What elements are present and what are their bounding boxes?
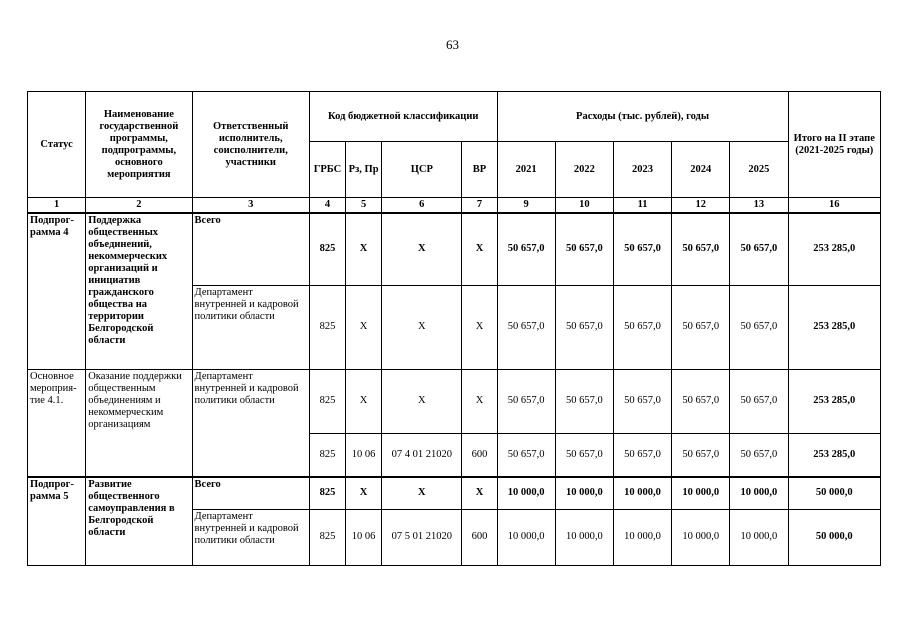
value-2024-cell: 10 000,0 <box>672 477 730 509</box>
value-2023-cell: 10 000,0 <box>613 477 671 509</box>
csr-cell: Х <box>382 285 462 369</box>
header-rz-pr: Рз, Пр <box>346 142 382 198</box>
value-2021-cell: 50 657,0 <box>497 213 555 285</box>
responsible-cell: Департамент внутренней и кадровой политики области <box>192 369 309 477</box>
header-total: Итого на II этапе (2021-2025 годы) <box>788 92 880 198</box>
rz-pr-cell: 10 06 <box>346 433 382 477</box>
status-cell: Подпрог-рамма 5 <box>28 477 86 565</box>
total-cell: 50 000,0 <box>788 477 880 509</box>
vr-cell: 600 <box>462 433 497 477</box>
header-expenses: Расходы (тыс. рублей), годы <box>497 92 788 142</box>
total-cell: 253 285,0 <box>788 369 880 433</box>
vr-cell: Х <box>462 285 497 369</box>
value-2024-cell: 50 657,0 <box>672 213 730 285</box>
budget-table <box>27 91 881 566</box>
grbs-cell: 825 <box>309 213 345 285</box>
col-number: 7 <box>462 198 497 214</box>
table-row <box>28 369 881 433</box>
header-responsible: Ответственный исполнитель, соисполнители, участники <box>192 92 309 198</box>
header-year-2025: 2025 <box>730 142 788 198</box>
vr-cell: Х <box>462 369 497 433</box>
value-2023-cell: 50 657,0 <box>613 285 671 369</box>
status-cell: Подпрог-рамма 4 <box>28 213 86 369</box>
table-row <box>28 213 881 285</box>
grbs-cell: 825 <box>309 369 345 433</box>
col-number: 12 <box>672 198 730 214</box>
value-2022-cell: 10 000,0 <box>555 509 613 565</box>
value-2023-cell: 10 000,0 <box>613 509 671 565</box>
value-2025-cell: 50 657,0 <box>730 369 788 433</box>
header-budget-code: Код бюджетной классификации <box>309 92 497 142</box>
program-name-cell: Развитие общественного самоуправления в Белгородской области <box>86 477 192 565</box>
header-grbs: ГРБС <box>309 142 345 198</box>
grbs-cell: 825 <box>309 477 345 509</box>
col-number: 11 <box>613 198 671 214</box>
program-name-cell: Оказание поддержки общественным объединениям и некоммерческим организациям <box>86 369 192 477</box>
column-number-row <box>28 198 881 214</box>
vr-cell: Х <box>462 477 497 509</box>
col-number: 5 <box>346 198 382 214</box>
responsible-cell: Всего <box>192 477 309 509</box>
total-cell: 253 285,0 <box>788 433 880 477</box>
responsible-cell: Департамент внутренней и кадровой политики области <box>192 509 309 565</box>
value-2025-cell: 50 657,0 <box>730 213 788 285</box>
value-2022-cell: 50 657,0 <box>555 369 613 433</box>
value-2022-cell: 50 657,0 <box>555 285 613 369</box>
rz-pr-cell: Х <box>346 285 382 369</box>
csr-cell: Х <box>382 477 462 509</box>
value-2025-cell: 10 000,0 <box>730 477 788 509</box>
col-number: 1 <box>28 198 86 214</box>
value-2024-cell: 10 000,0 <box>672 509 730 565</box>
header-year-2023: 2023 <box>613 142 671 198</box>
vr-cell: Х <box>462 213 497 285</box>
rz-pr-cell: Х <box>346 213 382 285</box>
value-2021-cell: 10 000,0 <box>497 509 555 565</box>
value-2025-cell: 50 657,0 <box>730 285 788 369</box>
value-2021-cell: 50 657,0 <box>497 433 555 477</box>
value-2023-cell: 50 657,0 <box>613 213 671 285</box>
grbs-cell: 825 <box>309 509 345 565</box>
header-csr: ЦСР <box>382 142 462 198</box>
header-status: Статус <box>28 92 86 198</box>
value-2023-cell: 50 657,0 <box>613 433 671 477</box>
value-2022-cell: 50 657,0 <box>555 433 613 477</box>
csr-cell: Х <box>382 369 462 433</box>
total-cell: 253 285,0 <box>788 285 880 369</box>
total-cell: 50 000,0 <box>788 509 880 565</box>
rz-pr-cell: Х <box>346 477 382 509</box>
value-2025-cell: 10 000,0 <box>730 509 788 565</box>
header-year-2021: 2021 <box>497 142 555 198</box>
rz-pr-cell: 10 06 <box>346 509 382 565</box>
header-vr: ВР <box>462 142 497 198</box>
col-number: 9 <box>497 198 555 214</box>
value-2022-cell: 10 000,0 <box>555 477 613 509</box>
header-year-2024: 2024 <box>672 142 730 198</box>
value-2021-cell: 50 657,0 <box>497 285 555 369</box>
vr-cell: 600 <box>462 509 497 565</box>
value-2024-cell: 50 657,0 <box>672 369 730 433</box>
col-number: 3 <box>192 198 309 214</box>
rz-pr-cell: Х <box>346 369 382 433</box>
col-number: 4 <box>309 198 345 214</box>
value-2024-cell: 50 657,0 <box>672 433 730 477</box>
value-2025-cell: 50 657,0 <box>730 433 788 477</box>
value-2024-cell: 50 657,0 <box>672 285 730 369</box>
status-cell: Основное мероприя-тие 4.1. <box>28 369 86 477</box>
col-number: 10 <box>555 198 613 214</box>
grbs-cell: 825 <box>309 433 345 477</box>
col-number: 16 <box>788 198 880 214</box>
responsible-cell: Всего <box>192 213 309 285</box>
col-number: 13 <box>730 198 788 214</box>
program-name-cell: Поддержка общественных объединений, некоммерческих организаций и инициатив гражданского общества на территории Белгородской области <box>86 213 192 369</box>
total-cell: 253 285,0 <box>788 213 880 285</box>
csr-cell: 07 4 01 21020 <box>382 433 462 477</box>
header-year-2022: 2022 <box>555 142 613 198</box>
page-number: 63 <box>446 37 459 52</box>
value-2023-cell: 50 657,0 <box>613 369 671 433</box>
responsible-cell: Департамент внутренней и кадровой политики области <box>192 285 309 369</box>
col-number: 6 <box>382 198 462 214</box>
grbs-cell: 825 <box>309 285 345 369</box>
value-2021-cell: 10 000,0 <box>497 477 555 509</box>
csr-cell: 07 5 01 21020 <box>382 509 462 565</box>
value-2021-cell: 50 657,0 <box>497 369 555 433</box>
table-row <box>28 477 881 509</box>
csr-cell: Х <box>382 213 462 285</box>
value-2022-cell: 50 657,0 <box>555 213 613 285</box>
header-name: Наименование государственной программы, подпрограммы, основного мероприятия <box>86 92 192 198</box>
col-number: 2 <box>86 198 192 214</box>
